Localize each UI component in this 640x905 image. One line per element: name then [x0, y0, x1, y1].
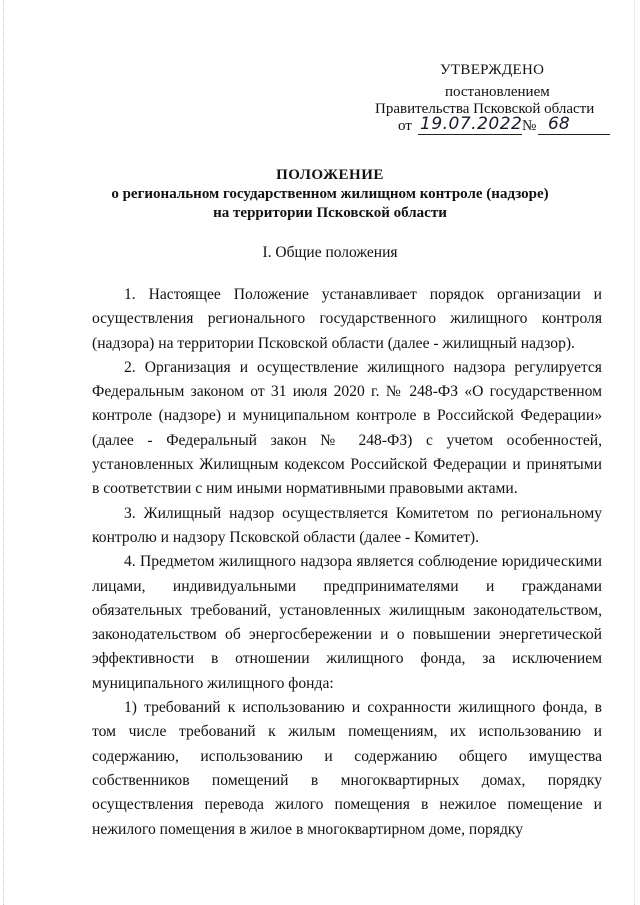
scan-edge-right [634, 0, 636, 905]
approval-government: Правительства Псковской области [375, 101, 595, 117]
approval-date-prefix: от [398, 118, 412, 134]
paragraph-2: 2. Организация и осуществление жилищного надзора регулируется Федеральным законом от 31 июля 2020 г. № 248-ФЗ «О государственном контроле (надзоре) и муниципальном контроле в Российской Федерации» (далее - Федеральный закон № 248-ФЗ) с учетом особенностей, установленных Жилищным кодексом Российской Федерации и принятыми в соответствии с ним иными нормативными правовыми актами. [92, 358, 602, 498]
approval-date-handwritten: 19.07.2022 [420, 114, 523, 134]
approval-date-row [398, 114, 610, 140]
document-subtitle-line1: о региональном государственном жилищном контроле (надзоре) [111, 186, 549, 202]
document-title: ПОЛОЖЕНИЕ [276, 167, 384, 183]
document-body [92, 283, 602, 842]
approval-title: УТВЕРЖДЕНО [440, 62, 545, 78]
paragraph-4: 4. Предметом жилищного надзора является соблюдение юридическими лицами, индивидуальными предпринимателями и гражданами обязательных требований, установленных жилищным законодательством, законодательством об энергосбережении и о повышении энергетической эффективности в отношении жилищного фонда, за исключением муниципального жилищного фонда: [92, 553, 602, 692]
approval-number-sign: № [522, 118, 537, 134]
paragraph-4-item-1: 1) требований к использованию и сохранности жилищного фонда, в том числе требований к жилым помещениям, их использованию и содержанию, использованию и содержанию общего имущества собственников помещений в многоквартирных домах, порядку осуществления перевода жилого помещения в нежилое помещение и нежилого помещения в жилое в многоквартирном доме, порядку [92, 699, 602, 838]
section-heading: I. Общие положения [262, 244, 398, 261]
document-title-block [60, 166, 600, 223]
approval-number-underline [538, 134, 610, 135]
paragraph-1: 1. Настоящее Положение устанавливает порядок организации и осуществления регионального государственного жилищного контроля (надзора) на территории Псковской области (далее - жилищный надзор). [92, 286, 602, 352]
scan-edge-left [3, 0, 5, 905]
approval-date-underline [418, 134, 522, 135]
paragraph-3: 3. Жилищный надзор осуществляется Комитетом по региональному контролю и надзору Псковской области (далее - Комитет). [92, 504, 602, 546]
approval-number-handwritten: 68 [548, 114, 570, 134]
document-subtitle-line2: на территории Псковской области [213, 205, 447, 221]
approval-by: постановлением [445, 84, 550, 100]
